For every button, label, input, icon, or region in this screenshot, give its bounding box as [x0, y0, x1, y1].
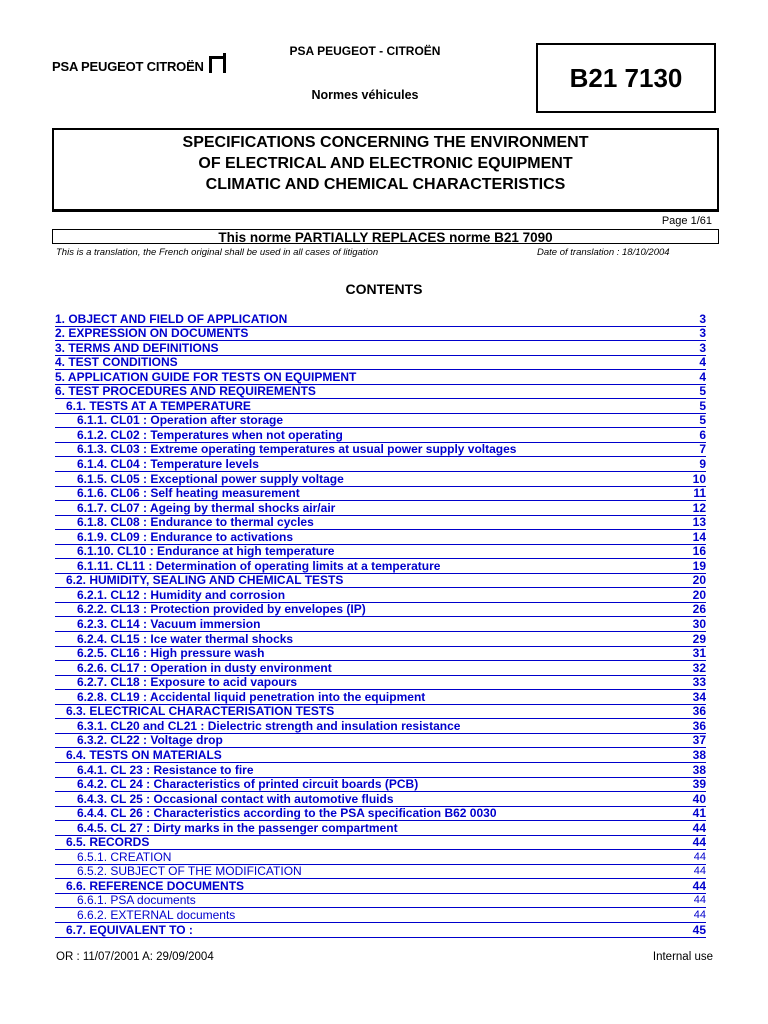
toc-entry-label[interactable]: 1. OBJECT AND FIELD OF APPLICATION	[55, 311, 288, 326]
toc-entry-label[interactable]: 6.1.9. CL09 : Endurance to activations	[77, 529, 294, 544]
toc-entry[interactable]	[55, 734, 706, 749]
toc-entry-page[interactable]: 11	[693, 486, 706, 501]
toc-entry[interactable]	[55, 661, 706, 676]
translation-date: Date of translation : 18/10/2004	[537, 247, 670, 258]
toc-entry[interactable]	[55, 399, 706, 414]
toc-entry-page[interactable]: 31	[692, 646, 706, 661]
toc-entry-page[interactable]: 14	[692, 529, 706, 544]
toc-entry[interactable]	[55, 807, 706, 822]
toc-entry-page[interactable]: 44	[693, 850, 706, 863]
toc-entry-label[interactable]: 2. EXPRESSION ON DOCUMENTS	[55, 326, 249, 341]
toc-entry-label[interactable]: 5. APPLICATION GUIDE FOR TESTS ON EQUIPMENT	[55, 369, 357, 384]
contents-heading: CONTENTS	[345, 281, 423, 297]
company-logo	[52, 52, 227, 74]
toc-entry-label[interactable]: 6.1.4. CL04 : Temperature levels	[77, 457, 259, 472]
toc-entry[interactable]	[55, 778, 706, 793]
toc-entry[interactable]	[55, 748, 706, 763]
toc-entry-page[interactable]: 3	[699, 326, 706, 341]
toc-entry[interactable]	[55, 516, 706, 531]
toc-entry-page[interactable]: 32	[692, 660, 706, 675]
toc-entry-page[interactable]: 3	[699, 340, 706, 355]
toc-entry-page[interactable]: 5	[699, 413, 706, 428]
toc-entry[interactable]	[55, 487, 706, 502]
title-line: OF ELECTRICAL AND ELECTRONIC EQUIPMENT	[198, 155, 573, 172]
toc-entry[interactable]	[55, 676, 706, 691]
toc-entry-label[interactable]: 6.6. REFERENCE DOCUMENTS	[66, 878, 245, 893]
psa-lion-mark-icon	[207, 52, 227, 74]
toc-entry-label[interactable]: 6.2.5. CL16 : High pressure wash	[77, 646, 265, 661]
toc-entry[interactable]	[55, 792, 706, 807]
toc-entry-label[interactable]: 6.2.3. CL14 : Vacuum immersion	[77, 617, 261, 632]
footer-classification: Internal use	[652, 951, 713, 963]
toc-entry-page[interactable]: 5	[699, 398, 706, 413]
toc-entry-page[interactable]: 4	[699, 355, 706, 370]
toc-entry-page[interactable]: 5	[699, 384, 706, 399]
toc-entry[interactable]	[55, 457, 706, 472]
toc-entry-page[interactable]: 29	[692, 631, 706, 646]
toc-entry-page[interactable]: 37	[692, 733, 706, 748]
toc-entry[interactable]	[55, 719, 706, 734]
toc-entry-label[interactable]: 6.5. RECORDS	[66, 835, 150, 850]
replaces-notice: This norme PARTIALLY REPLACES norme B21 7090	[52, 229, 719, 244]
toc-entry-label[interactable]: 6.3.2. CL22 : Voltage drop	[77, 733, 223, 748]
toc-entry[interactable]	[55, 559, 706, 574]
document-reference: B21 7130	[536, 43, 716, 113]
toc-entry[interactable]	[55, 908, 706, 923]
toc-entry[interactable]	[55, 821, 706, 836]
toc-entry-label[interactable]: 6.1.6. CL06 : Self heating measurement	[77, 486, 300, 501]
toc-entry-label[interactable]: 6.1.3. CL03 : Extreme operating temperatures at usual power supply voltages	[77, 442, 517, 457]
toc-entry-page[interactable]: 6	[699, 427, 706, 442]
toc-entry-label[interactable]: 6.2.1. CL12 : Humidity and corrosion	[77, 587, 286, 602]
table-of-contents	[55, 312, 706, 938]
toc-entry[interactable]	[55, 894, 706, 909]
toc-entry-page[interactable]: 33	[692, 675, 706, 690]
toc-entry-page[interactable]: 40	[692, 791, 706, 806]
toc-entry[interactable]	[55, 356, 706, 371]
toc-entry-label[interactable]: 6.2.8. CL19 : Accidental liquid penetration into the equipment	[77, 689, 426, 704]
footer-dates: OR : 11/07/2001 A: 29/09/2004	[56, 951, 214, 963]
toc-entry-page[interactable]: 36	[692, 704, 706, 719]
toc-entry-label[interactable]: 3. TERMS AND DEFINITIONS	[55, 340, 219, 355]
toc-entry-label[interactable]: 6.4.1. CL 23 : Resistance to fire	[77, 762, 254, 777]
toc-entry[interactable]	[55, 443, 706, 458]
toc-entry[interactable]	[55, 370, 706, 385]
toc-entry-label[interactable]: 6.1. TESTS AT A TEMPERATURE	[66, 398, 251, 413]
toc-entry-label[interactable]: 6.1.10. CL10 : Endurance at high temperature	[77, 544, 335, 559]
toc-entry-label[interactable]: 6.1.11. CL11 : Determination of operating limits at a temperature	[77, 558, 441, 573]
toc-entry-label[interactable]: 6.3.1. CL20 and CL21 : Dielectric strength and insulation resistance	[77, 718, 461, 733]
toc-entry-label[interactable]: 6.2.2. CL13 : Protection provided by envelopes (IP)	[77, 602, 366, 617]
organization-name: PSA PEUGEOT - CITROËN	[289, 44, 441, 58]
toc-entry[interactable]	[55, 501, 706, 516]
toc-entry[interactable]	[55, 850, 706, 865]
toc-entry-label[interactable]: 6.1.8. CL08 : Endurance to thermal cycles	[77, 515, 314, 530]
toc-entry-label[interactable]: 6.2. HUMIDITY, SEALING AND CHEMICAL TESTS	[66, 573, 344, 588]
toc-entry-label[interactable]: 6. TEST PROCEDURES AND REQUIREMENTS	[55, 384, 316, 399]
toc-entry-label[interactable]: 6.1.5. CL05 : Exceptional power supply voltage	[77, 471, 344, 486]
title-line: SPECIFICATIONS CONCERNING THE ENVIRONMENT	[182, 134, 589, 151]
toc-entry-page[interactable]: 36	[692, 718, 706, 733]
page-number: Page 1/61	[661, 215, 712, 227]
toc-entry[interactable]	[55, 763, 706, 778]
toc-entry-page[interactable]: 38	[692, 747, 706, 762]
toc-entry-page[interactable]: 20	[692, 573, 706, 588]
toc-entry-page[interactable]: 16	[692, 544, 706, 559]
toc-entry-label[interactable]: 6.1.2. CL02 : Temperatures when not operating	[77, 427, 343, 442]
toc-entry-page[interactable]: 10	[692, 471, 706, 486]
toc-entry[interactable]	[55, 865, 706, 880]
toc-entry-label[interactable]: 6.2.7. CL18 : Exposure to acid vapours	[77, 675, 298, 690]
toc-entry[interactable]	[55, 428, 706, 443]
toc-entry-page[interactable]: 26	[692, 602, 706, 617]
toc-entry[interactable]	[55, 588, 706, 603]
toc-entry-page[interactable]: 34	[692, 689, 706, 704]
toc-entry-page[interactable]: 9	[699, 457, 706, 472]
toc-entry-page[interactable]: 45	[692, 922, 706, 937]
toc-entry[interactable]	[55, 472, 706, 487]
toc-entry[interactable]	[55, 632, 706, 647]
toc-entry[interactable]	[55, 690, 706, 705]
toc-entry-page[interactable]: 39	[692, 777, 706, 792]
toc-entry-label[interactable]: 6.4.3. CL 25 : Occasional contact with automotive fluids	[77, 791, 394, 806]
toc-entry-page[interactable]: 3	[699, 311, 706, 326]
toc-entry-label[interactable]: 6.1.7. CL07 : Ageing by thermal shocks air/air	[77, 500, 336, 515]
toc-entry[interactable]	[55, 617, 706, 632]
toc-entry-label[interactable]: 6.2.6. CL17 : Operation in dusty environment	[77, 660, 332, 675]
toc-entry-label[interactable]: 6.1.1. CL01 : Operation after storage	[77, 413, 284, 428]
toc-entry[interactable]	[55, 705, 706, 720]
toc-entry[interactable]	[55, 574, 706, 589]
toc-entry-page[interactable]: 13	[692, 515, 706, 530]
toc-entry-page[interactable]: 20	[692, 587, 706, 602]
toc-entry-label[interactable]: 6.4.4. CL 26 : Characteristics according to the PSA specification B62 0030	[77, 806, 497, 821]
toc-entry-label[interactable]: 6.4. TESTS ON MATERIALS	[66, 747, 222, 762]
logo-text: PSA PEUGEOT CITROËN	[52, 59, 204, 74]
toc-entry[interactable]	[55, 879, 706, 894]
title-line: CLIMATIC AND CHEMICAL CHARACTERISTICS	[205, 176, 566, 193]
toc-entry-label[interactable]: 6.5.1. CREATION	[77, 849, 172, 864]
toc-entry-label[interactable]: 6.3. ELECTRICAL CHARACTERISATION TESTS	[66, 704, 335, 719]
toc-entry[interactable]	[55, 312, 706, 327]
toc-entry-page[interactable]: 44	[693, 908, 706, 921]
toc-entry-page[interactable]: 30	[692, 617, 706, 632]
toc-entry-label[interactable]: 6.4.2. CL 24 : Characteristics of printed circuit boards (PCB)	[77, 777, 419, 792]
toc-entry-page[interactable]: 44	[692, 835, 706, 850]
toc-entry[interactable]	[55, 530, 706, 545]
toc-entry[interactable]	[55, 603, 706, 618]
toc-entry[interactable]	[55, 923, 706, 938]
translation-note: This is a translation, the French original shall be used in all cases of litigation	[56, 247, 379, 258]
toc-entry[interactable]	[55, 327, 706, 342]
toc-entry[interactable]	[55, 385, 706, 400]
toc-entry-page[interactable]: 44	[693, 865, 706, 878]
toc-entry-page[interactable]: 41	[692, 806, 706, 821]
department-name: Normes véhicules	[311, 88, 419, 102]
toc-entry-label[interactable]: 4. TEST CONDITIONS	[55, 355, 178, 370]
toc-entry-page[interactable]: 44	[692, 878, 706, 893]
toc-entry[interactable]	[55, 341, 706, 356]
toc-entry[interactable]	[55, 836, 706, 851]
toc-entry[interactable]	[55, 647, 706, 662]
toc-entry-label[interactable]: 6.7. EQUIVALENT TO :	[66, 922, 193, 937]
document-title	[52, 128, 719, 212]
toc-entry-page[interactable]: 19	[692, 558, 706, 573]
toc-entry-page[interactable]: 7	[699, 442, 706, 457]
toc-entry-label[interactable]: 6.2.4. CL15 : Ice water thermal shocks	[77, 631, 294, 646]
toc-entry-page[interactable]: 12	[692, 500, 706, 515]
toc-entry-page[interactable]: 4	[699, 369, 706, 384]
toc-entry[interactable]	[55, 545, 706, 560]
toc-entry-page[interactable]: 44	[692, 820, 706, 835]
toc-entry[interactable]	[55, 414, 706, 429]
toc-entry-label[interactable]: 6.6.2. EXTERNAL documents	[77, 907, 236, 922]
toc-entry-page[interactable]: 44	[693, 894, 706, 907]
toc-entry-label[interactable]: 6.4.5. CL 27 : Dirty marks in the passenger compartment	[77, 820, 398, 835]
toc-entry-label[interactable]: 6.5.2. SUBJECT OF THE MODIFICATION	[77, 864, 302, 879]
toc-entry-label[interactable]: 6.6.1. PSA documents	[77, 893, 196, 908]
toc-entry-page[interactable]: 38	[692, 762, 706, 777]
